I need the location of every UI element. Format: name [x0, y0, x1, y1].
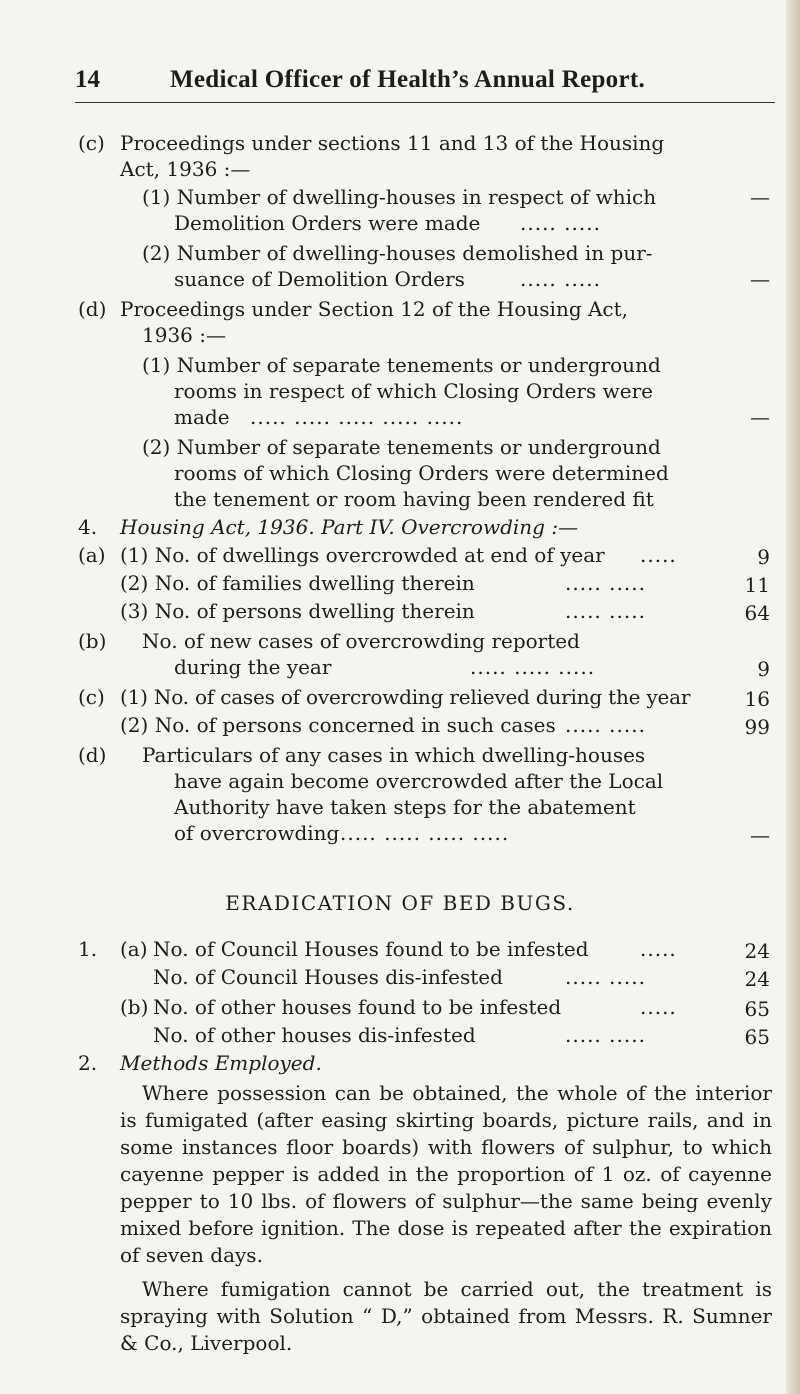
bed-bugs-b-line1-value: 65 — [744, 997, 770, 1021]
section-c-marker: (c) — [78, 131, 105, 155]
section-d-item2-line3: the tenement or room having been rendered fit — [174, 487, 654, 511]
section-d-item1-line3: made — [174, 405, 230, 429]
section-d-item1-line2: rooms in respect of which Closing Orders were — [174, 379, 653, 403]
section4-c-item1-label: (1) No. of cases of overcrowding relieved during the year — [120, 685, 691, 709]
methods-paragraph-2: Where fumigation cannot be carried out, the treatment is spraying with Solution “ D,” obtained from Messrs. R. Sumner & Co., Liverpool. — [120, 1277, 772, 1355]
methods-paragraph-1: Where possession can be obtained, the whole of the interior is fumigated (after easing skirting boards, picture rails, and in some instances floor boards) with flowers of sulphur, to which cayenne pepper is added in the proportion of 1 oz. of cayenne pepper to 10 lbs. of flowers of sulphur—the same being evenly mixed before ignition. The dose is repeated after the expiration of seven days. — [120, 1081, 772, 1267]
section4-b-value: 9 — [757, 657, 770, 681]
section4-d-line2: have again become overcrowded after the Local — [174, 769, 664, 793]
section4-b-line1: No. of new cases of overcrowding reported — [142, 629, 580, 653]
bed-bugs-item2-number: 2. — [78, 1051, 98, 1075]
bed-bugs-heading: ERADICATION OF BED BUGS. — [225, 891, 575, 915]
section4-title: Housing Act, 1936. Part IV. Overcrowding :— — [120, 515, 579, 539]
running-title: Medical Officer of Health’s Annual Report. — [170, 66, 646, 93]
section4-a-item3-dots: ..... ..... — [565, 599, 646, 623]
section4-d-dots: ..... ..... ..... ..... — [340, 821, 510, 845]
section-c-item1-value: — — [750, 185, 770, 209]
section4-a-item1-label: (1) No. of dwellings overcrowded at end of year — [120, 543, 605, 567]
section4-a-item2-label: (2) No. of families dwelling therein — [120, 571, 475, 595]
section-d-item2-line2: rooms of which Closing Orders were determined — [174, 461, 669, 485]
page-header — [0, 66, 800, 106]
section4-a-item2-value: 11 — [744, 573, 770, 597]
section4-d-line1: Particulars of any cases in which dwelling-houses — [142, 743, 646, 767]
bed-bugs-item1-number: 1. — [78, 937, 98, 961]
section-d-title-line1: Proceedings under Section 12 of the Housing Act, — [120, 297, 629, 321]
bed-bugs-a-line2-value: 24 — [744, 967, 770, 991]
section4-c-item1-value: 16 — [744, 687, 770, 711]
section4-b-dots: ..... ..... ..... — [470, 655, 596, 679]
section4-d-line4: of overcrowding — [174, 821, 340, 845]
section-d-title-line2: 1936 :— — [142, 323, 226, 347]
section-d-item1-value: — — [750, 405, 770, 429]
section4-d-line3: Authority have taken steps for the abatement — [174, 795, 636, 819]
section4-b-marker: (b) — [78, 629, 107, 653]
section-d-item2-line1: (2) Number of separate tenements or underground — [142, 435, 661, 459]
section-c-item2-value: — — [750, 267, 770, 291]
section4-c-item2-value: 99 — [744, 715, 770, 739]
bed-bugs-a-marker: (a) — [120, 937, 148, 961]
bed-bugs-a-line1: No. of Council Houses found to be infested — [153, 937, 589, 961]
section-c-title-line2: Act, 1936 :— — [120, 157, 251, 181]
section4-d-marker: (d) — [78, 743, 107, 767]
section-c-item2-line2: suance of Demolition Orders — [174, 267, 465, 291]
bed-bugs-a-line2-dots: ..... ..... — [565, 965, 646, 989]
section4-a-item3-label: (3) No. of persons dwelling therein — [120, 599, 475, 623]
section4-c-item2-label: (2) No. of persons concerned in such cases — [120, 713, 556, 737]
section4-number: 4. — [78, 515, 98, 539]
header-rule — [75, 102, 775, 103]
section4-d-value: — — [750, 823, 770, 847]
section-c-item2-line1: (2) Number of dwelling-houses demolished in pur- — [142, 241, 653, 265]
bed-bugs-b-marker: (b) — [120, 995, 149, 1019]
section4-a-item2-dots: ..... ..... — [565, 571, 646, 595]
bed-bugs-a-line1-value: 24 — [744, 939, 770, 963]
methods-title: Methods Employed. — [120, 1051, 322, 1075]
section4-a-marker: (a) — [78, 543, 106, 567]
section-c-title-line1: Proceedings under sections 11 and 13 of the Housing — [120, 131, 665, 155]
section4-a-item1-dots: ..... — [640, 543, 677, 567]
section-d-item1-line1: (1) Number of separate tenements or underground — [142, 353, 661, 377]
section4-a-item3-value: 64 — [744, 601, 770, 625]
section-d-marker: (d) — [78, 297, 107, 321]
page-number: 14 — [75, 66, 100, 93]
bed-bugs-b-line1-dots: ..... — [640, 995, 677, 1019]
page-edge-shadow — [786, 0, 800, 1394]
bed-bugs-b-line2: No. of other houses dis-infested — [153, 1023, 476, 1047]
section4-c-item2-dots: ..... ..... — [565, 713, 646, 737]
bed-bugs-b-line1: No. of other houses found to be infested — [153, 995, 562, 1019]
section4-a-item1-value: 9 — [757, 545, 770, 569]
bed-bugs-b-line2-value: 65 — [744, 1025, 770, 1049]
bed-bugs-b-line2-dots: ..... ..... — [565, 1023, 646, 1047]
section4-c-marker: (c) — [78, 685, 105, 709]
bed-bugs-a-line2: No. of Council Houses dis-infested — [153, 965, 503, 989]
section-c-item1-dots: ..... ..... — [520, 211, 601, 235]
section-c-item1-line2: Demolition Orders were made — [174, 211, 481, 235]
section-c-item1-line1: (1) Number of dwelling-houses in respect of which — [142, 185, 657, 209]
section4-b-line2: during the year — [174, 655, 332, 679]
bed-bugs-a-line1-dots: ..... — [640, 937, 677, 961]
section-c-item2-dots: ..... ..... — [520, 267, 601, 291]
section-d-item1-dots: ..... ..... ..... ..... ..... — [250, 405, 464, 429]
